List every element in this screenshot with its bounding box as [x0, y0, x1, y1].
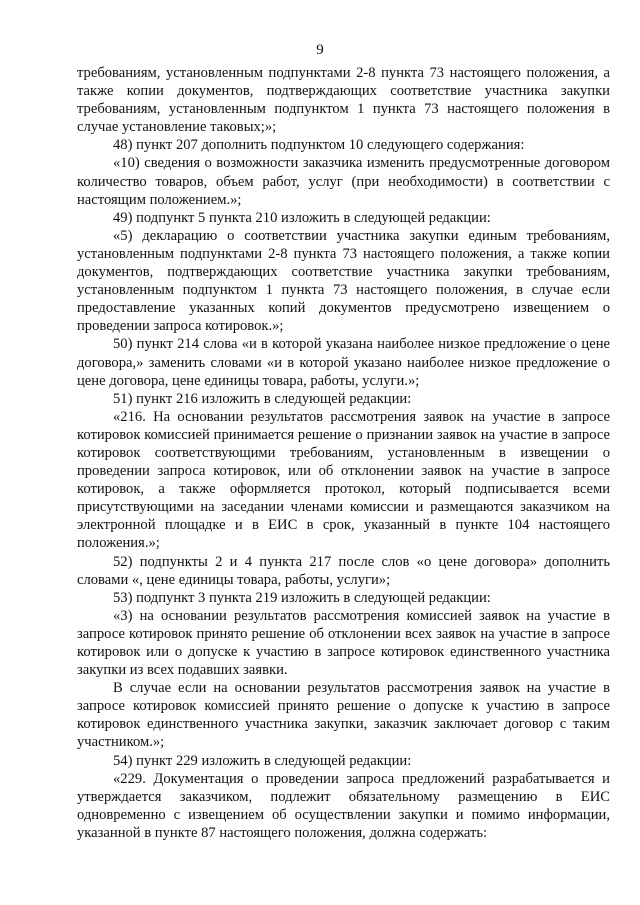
paragraph: 50) пункт 214 слова «и в которой указана наиболее низкое предложение о цене договора,» заменить словами «и в которой указано наиболее низкое предложение о цене договора, цене единицы товара, работы, услуги.»; [77, 336, 610, 389]
paragraph: «216. На основании результатов рассмотрения заявок на участие в запросе котировок комиссией принимается решение о признании заявок на участие в запросе котировок соответствующими требованиям, установленным в извещении о проведении запроса котировок, или об отклонении заявок на участие в запросе котировок, а также оформляется протокол, который подписывается всеми присутствующими на заседании членами комиссии и размещаются заказчиком на электронной площадке и в ЕИС в срок, указанный в пункте 104 настоящего положения.»; [77, 408, 610, 552]
paragraph: В случае если на основании результатов рассмотрения заявок на участие в запросе котировок комиссией принято решение о допуске к участию в запросе котировок единственного участника закупки, заказчик заключает договор с таким участником.»; [77, 680, 610, 751]
paragraph: 54) пункт 229 изложить в следующей редакции: [113, 752, 412, 769]
paragraph: 49) подпункт 5 пункта 210 изложить в следующей редакции: [113, 209, 491, 226]
paragraph: требованиям, установленным подпунктами 2-8 пункта 73 настоящего положения, а также копии документов, подтверждающих соответствие участника закупки требованиям, установленным подпунктом 1 пункта 73 настоящего положения в случае установление таковых;»; [77, 65, 610, 136]
paragraph: «3) на основании результатов рассмотрения комиссией заявок на участие в запросе котировок принято решение об отклонении всех заявок на участие в запросе котировок или о допуске к участию в запросе котировок единственного участника закупки из всех подавших заявки. [77, 607, 610, 679]
document-body [77, 64, 610, 842]
page-number: 9 [316, 42, 324, 58]
paragraph: «229. Документация о проведении запроса предложений разрабатывается и утверждается заказчиком, подлежит обязательному размещению в ЕИС одновременно с извещением об осуществлении закупки и помимо информации, указанной в пункте 87 настоящего положения, должна содержать: [77, 770, 610, 841]
paragraph: 48) пункт 207 дополнить подпунктом 10 следующего содержания: [113, 137, 525, 154]
paragraph: 51) пункт 216 изложить в следующей редакции: [113, 390, 412, 407]
paragraph: «10) сведения о возможности заказчика изменить предусмотренные договором количество товаров, объем работ, услуг (при необходимости) в соответствии с настоящим положением.»; [77, 155, 610, 208]
paragraph: «5) декларацию о соответствии участника закупки единым требованиям, установленным подпунктами 2-8 пункта 73 настоящего положения, а также копии документов, подтверждающих соответствие участника закупки требованиям, установленным подпунктом 1 пункта 73 настоящего положения, в случае если предоставление указанных копий документов предусмотрено извещением о проведении запроса котировок.»; [77, 227, 610, 335]
paragraph: 53) подпункт 3 пункта 219 изложить в следующей редакции: [113, 589, 491, 606]
paragraph: 52) подпункты 2 и 4 пункта 217 после слов «о цене договора» дополнить словами «, цене единицы товара, работы, услуги»; [77, 553, 610, 588]
